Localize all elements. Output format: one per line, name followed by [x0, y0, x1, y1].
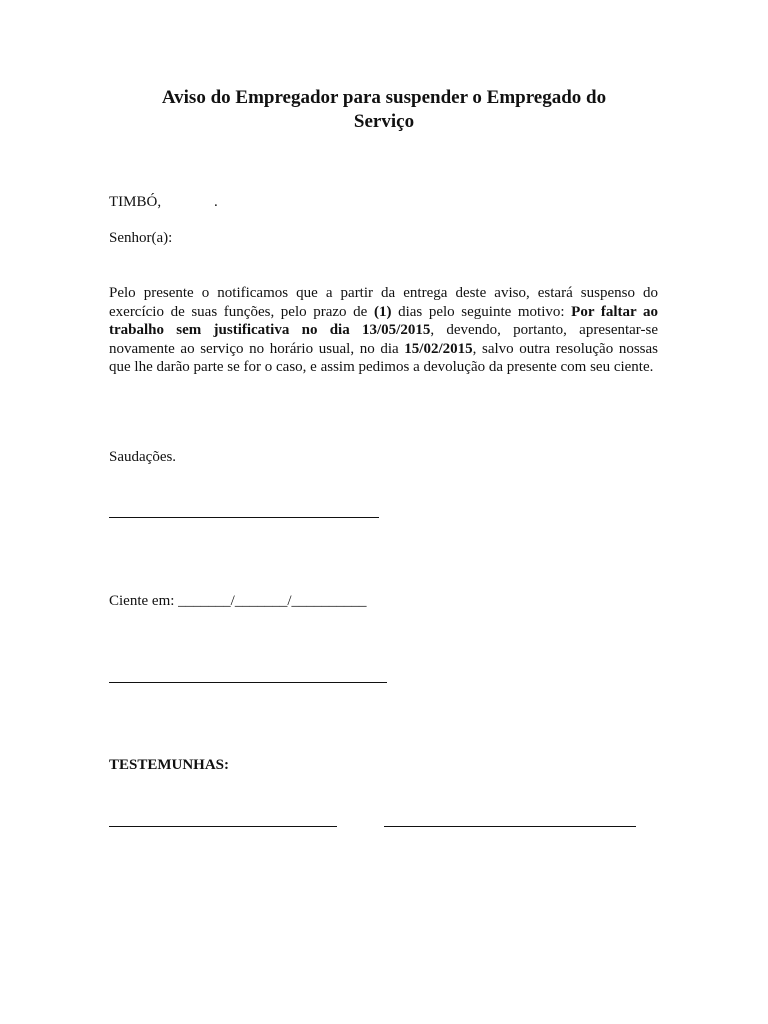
return-date: 15/02/2015: [404, 340, 473, 357]
title-line-2: Serviço: [353, 111, 415, 132]
suspension-days: (1): [373, 303, 392, 320]
body-part-4: , salvo outra resolução nossas que lhe darão parte se for o caso, e assim pedimos a devolução da presente com seu ciente.: [109, 340, 658, 375]
witness-2-signature-line: [384, 826, 636, 827]
document-title: [90, 86, 678, 134]
body-part-2: dias pelo seguinte motivo:: [391, 303, 572, 320]
closing-salutation: Saudações.: [109, 449, 177, 465]
suspension-reason: Por faltar ao trabalho sem justificativa no dia 13/05/2015: [109, 303, 658, 338]
witnesses-heading: TESTEMUNHAS:: [109, 757, 230, 773]
title-line-1: Aviso do Empregador para suspender o Empregado do: [161, 87, 607, 108]
witness-1-signature-line: [109, 826, 337, 827]
body-part-3: , devendo, portanto, apresentar-se novamente ao serviço no horário usual, no dia: [109, 322, 658, 357]
employee-signature-line: [109, 682, 387, 683]
ciente-date-line: Ciente em: _______/_______/__________: [109, 593, 367, 609]
greeting: Senhor(a):: [109, 230, 173, 246]
place-date-blank: .: [214, 194, 218, 210]
notice-body: [109, 284, 658, 377]
body-part-1: Pelo presente o notificamos que a partir da entrega deste aviso, estará suspenso do exercício de suas funções, pelo prazo de: [109, 285, 658, 320]
place-line: TIMBÓ,: [109, 194, 162, 210]
employer-signature-line: [109, 517, 379, 518]
